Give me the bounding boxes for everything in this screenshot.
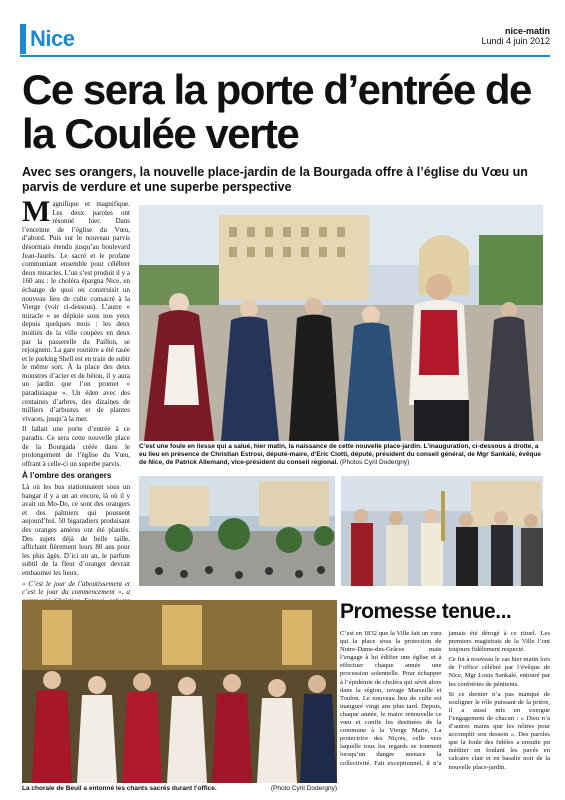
caption-text: C’est une foule en liesse qui a salué, hier matin, la naissance de cette nouvelle place-jardin. L’inauguration, ci-dessous à droite, a eu lieu en présence de Christian Estrosi, député-maire, d’Eric Ciotti, député, président du conseil général, de Mgr Sankalé, évêque de Nice, de Patrick Allemand, vice-président du conseil régional. <box>139 443 542 466</box>
article-para4: « C’est le jour de l’aboutissement et c’est le jour du commencement », a <box>22 579 130 597</box>
page-header <box>20 24 550 56</box>
article-para2: Il fallait une porte d’entrée à ce paradis. Ce sera cette nouvelle place de la Bourgada créée dans le prolongement de l’église du Vœu, offrant à celle-ci un superbe parvis. <box>22 425 130 468</box>
sidebar-title: Promesse tenue... <box>340 600 512 623</box>
sidebar-para2: Ce fut à nouveau le cas hier matin lors de l’office célébré par l’évêque de Nice, Mgr Louis Sankalé, entouré par les confréries de pénitents. <box>448 656 550 688</box>
brand-name: nice-matin <box>504 26 550 36</box>
section-name: Nice <box>30 26 75 51</box>
choir-caption-text: La chorale de Beuil a entonné les chants sacrés durant l’office. <box>22 785 217 792</box>
article-column <box>22 195 130 654</box>
article-paragraph <box>22 195 130 423</box>
article-para1: agnifique et magnifique. Les deux paroles ont résonné hier. Dans l’enceinte de l’église du Vœu, d’abord. Puis sur le nouveau parvis désormais étendu jusqu’au boulevard Jean-Jaurès. Le sacré et le profane communiant ensemble pour célébrer deux miracles. L’un s’est produit il y a 160 ans : le choléra épargna Nice, en échange de quoi on construisit un nouveau lieu de culte consacré à la Vierge (voir ci-dessous). L’autre « miracle » se déploie sous nos yeux depuis quelques mois : les deux moitiés de la ville coupées en deux par la passerelle du Paillon, se rejoignent. La gare routière a été rasée et le parking Shell est en train de subir le même sort. À la place des deux monstres d’acier et de béton, il y aura un jardin que l’on promet « paradisiaque ». Un éden avec des centaines d’arbres, des dizaines de milliers d’arbustes et de plantes vivaces, jusqu’à la mer. <box>22 200 130 423</box>
header-rule <box>20 55 550 57</box>
subtitle: Avec ses orangers, la nouvelle place-jardin de la Bourgada offre à l’église du Vœu un parvis de verdure et une superbe perspective <box>22 165 528 194</box>
inauguration-photo <box>341 476 543 586</box>
choir-caption-credit: (Photo Cyril Dodergny) <box>270 785 337 792</box>
issue-date: Lundi 4 juin 2012 <box>481 36 550 46</box>
sidebar-para1: C’est en 1832 que la Ville fait un vœu qui la place sous la protection de Notre-Dame-des-Grâces mais l’engage à lui édifier une église et à effectuer chaque année une procession solennelle. Pour échapper à l’épidémie de choléra qui sévit alors dans la région, ravage Marseille et Toulon. Le nouveau lieu de culte est inauguré vingt ans plus tard. Depuis, chaque année, le maire renouvelle ce vœu et confie les destinées de la commune à la Vierge Marie, La protectrice des Niçois, celle vers laquelle tous les regards se tournent lorsqu’un danger menace la collectivité. Fait exceptionnel, il n’a jamais été dérogé à ce rituel. Les premiers magistrats de la Ville l’ont toujours fidèlement respecté. <box>340 630 550 767</box>
choir-photo <box>22 600 337 783</box>
main-photo <box>139 205 543 441</box>
article-para3: Là où les bus stationnaient sous un hangar il y a un an encore, là où il y avait un Mo-Do, ce sont des orangers et des palmiers qui poussent aujourd’hui. 50 bigaradiers produisant des oranges amères ont été plantés. Des sujets déjà de belle taille, affichant fièrement leurs 80 ans pour les plus âgés. D’ici un an, le parfum subtil de la fleur d’oranger devrait embaumer les lieux. <box>22 483 130 577</box>
sidebar-article <box>340 630 550 772</box>
article-subhead: À l’ombre des orangers <box>22 471 112 481</box>
caption-credit: (Photos Cyril Dodergny) <box>339 459 410 466</box>
sidebar-para3: Si ce dernier n’a pas manqué de souligner le rôle puissant de la prière, il a aussi mis en exergue l’engagement de chacun : « Dieu n’a d’autres mains que les nôtres pour accomplir son dessein ». Des paroles que la foule des fidèles a ensuite pu méditer en foulant les pavés en calcaire clair et en basalte noir de la nouvelle place-jardin. <box>448 690 550 771</box>
dropcap: M <box>22 195 51 228</box>
square-photo <box>139 476 335 586</box>
main-photo-caption <box>139 443 543 467</box>
choir-caption <box>22 785 337 792</box>
headline: Ce sera la porte d’entrée de la Coulée verte <box>22 66 531 157</box>
section-tag <box>20 24 92 54</box>
masthead <box>481 26 550 46</box>
